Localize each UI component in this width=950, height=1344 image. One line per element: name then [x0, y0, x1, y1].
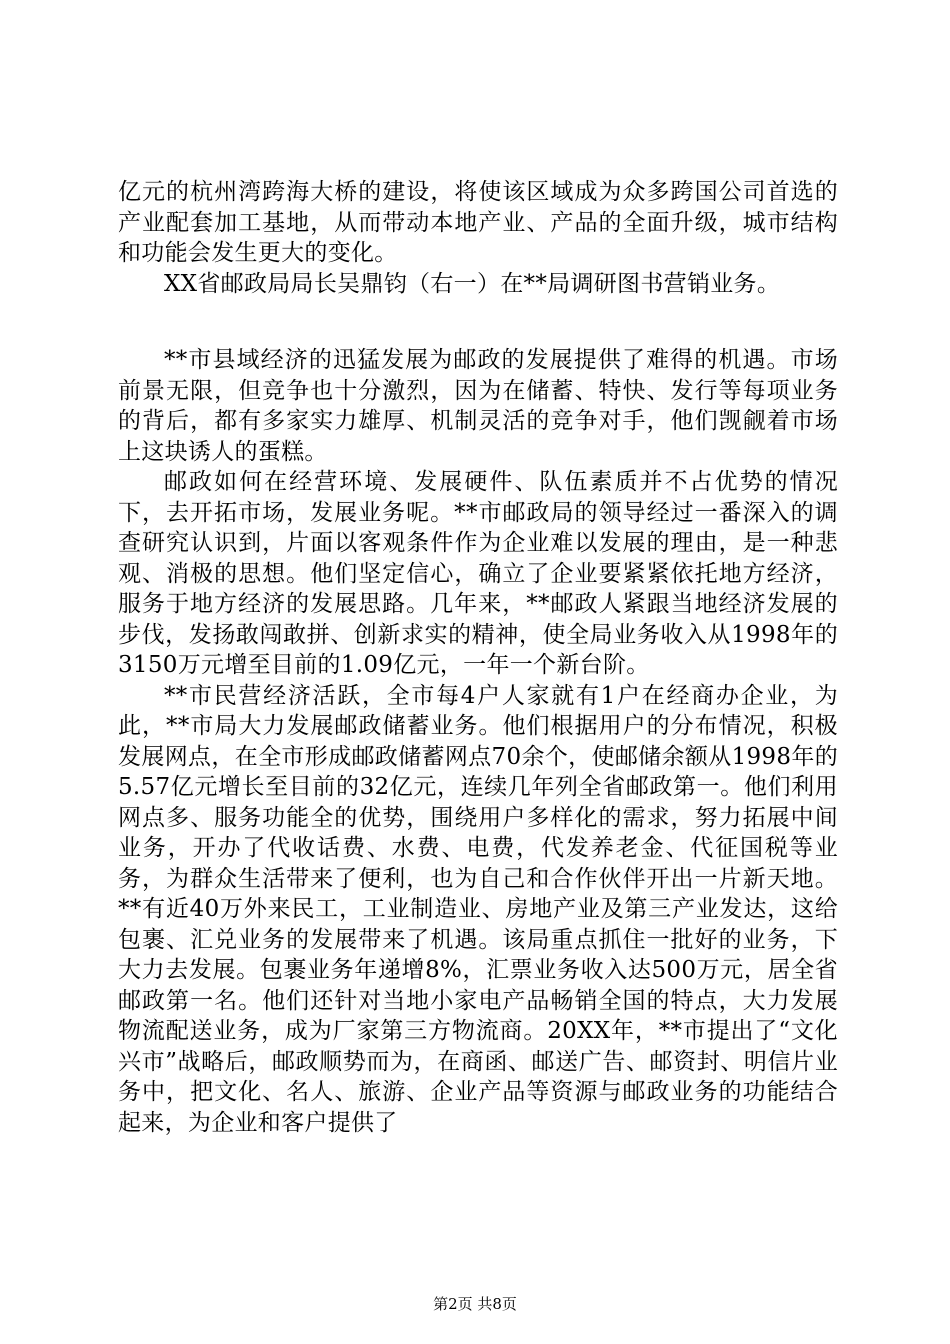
paragraph-4: 邮政如何在经营环境、发展硬件、队伍素质并不占优势的情况下，去开拓市场，发展业务呢。**市邮政局的领导经过一番深入的调查研究认识到，片面以客观条件作为企业难以发展的理由，是一种悲观、消极的思想。他们坚定信心，确立了企业要紧紧依托地方经济，服务于地方经济的发展思路。几年来，**邮政人紧跟当地经济发展的步伐，发扬敢闯敢拼、创新求实的精神，使全局业务收入从1998年的3150万元增至目前的1.09亿元，一年一个新台阶。 — [118, 469, 838, 678]
paragraph-1: 亿元的杭州湾跨海大桥的建设，将使该区域成为众多跨国公司首选的产业配套加工基地，从而带动本地产业、产品的全面升级，城市结构和功能会发生更大的变化。 — [118, 179, 838, 266]
paragraph-5: **市民营经济活跃，全市每4户人家就有1户在经商办企业，为此，**市局大力发展邮政储蓄业务。他们根据用户的分布情况，积极发展网点，在全市形成邮政储蓄网点70余个，使邮储余额从1998年的5.57亿元增长至目前的32亿元，连续几年列全省邮政第一。他们利用网点多、服务功能全的优势，围绕用户多样化的需求，努力拓展中间业务，开办了代收话费、水费、电费，代发养老金、代征国税等业务，为群众生活带来了便利，也为自己和合作伙伴开出一片新天地。**有近40万外来民工，工业制造业、房地产业及第三产业发达，这给包裹、汇兑业务的发展带来了机遇。该局重点抓住一批好的业务，下大力去发展。包裹业务年递增8%，汇票业务收入达500万元，居全省邮政第一名。他们还针对当地小家电产品畅销全国的特点，大力发展物流配送业务，成为厂家第三方物流商。20XX年，**市提出了“文化兴市”战略后，邮政顺势而为，在商函、邮送广告、邮资封、明信片业务中，把文化、名人、旅游、企业产品等资源与邮政业务的功能结合起来，为企业和客户提供了 — [118, 682, 838, 1136]
photo-caption: XX省邮政局局长吴鼎钧（右一）在**局调研图书营销业务。 — [164, 270, 781, 297]
page-number-footer: 第2页 共8页 — [433, 1295, 517, 1313]
paragraph-3: **市县域经济的迅猛发展为邮政的发展提供了难得的机遇。市场前景无限，但竞争也十分激烈，因为在储蓄、特快、发行等每项业务的背后，都有多家实力雄厚、机制灵活的竞争对手，他们觊觎着市场上这块诱人的蛋糕。 — [118, 347, 838, 465]
body-text-top — [118, 177, 838, 299]
body-text-main — [118, 345, 838, 1138]
